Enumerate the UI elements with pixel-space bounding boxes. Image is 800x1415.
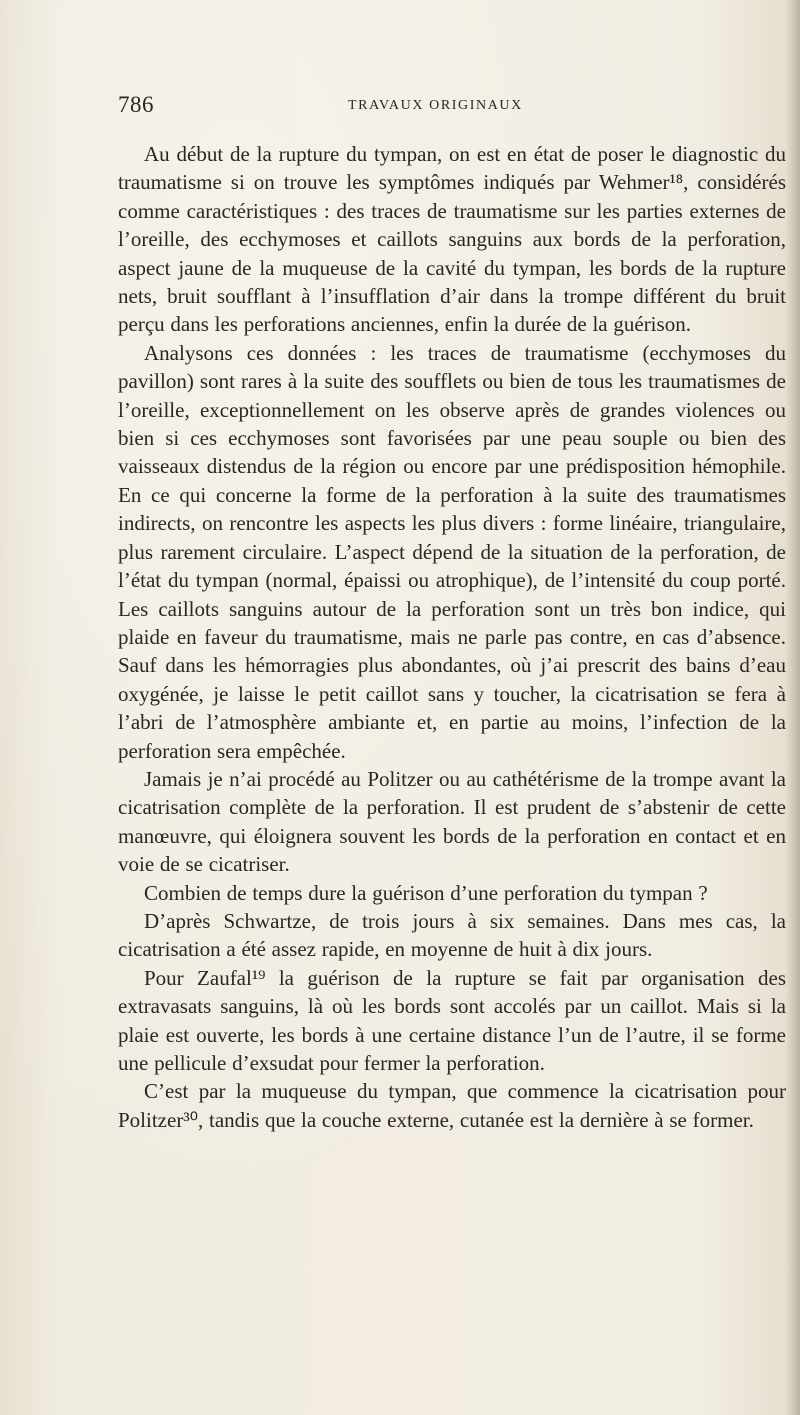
page-number: 786 xyxy=(118,92,154,117)
paragraph: Jamais je n’ai procédé au Politzer ou au cathétérisme de la trompe avant la cicatrisation complète de la perforation. Il est prudent de s’abstenir de cette manœuvre, qui éloignera souvent les bords de la perforation en contact et en voie de se cicatriser. xyxy=(118,766,786,877)
paragraph: D’après Schwartze, de trois jours à six semaines. Dans mes cas, la cicatrisation a été assez rapide, en moyenne de huit à dix jours. xyxy=(118,908,786,962)
paragraph: Combien de temps dure la guérison d’une perforation du tympan ? xyxy=(144,880,708,905)
paragraph: Au début de la rupture du tympan, on est en état de poser le diagnostic du traumatisme si on trouve les symptômes indiqués par Wehmer¹⁸, considérés comme caractéristiques : des traces de traumatisme sur les parties externes de l’oreille, des ecchymoses et caillots sanguins aux bords de la perforation, aspect jaune de la muqueuse de la cavité du tympan, les bords de la rupture nets, bruit soufflant à l’insufflation d’air dans la trompe différent du bruit perçu dans les perforations anciennes, enfin la durée de la guérison. xyxy=(118,142,786,337)
paragraph: C’est par la muqueuse du tympan, que commence la cicatrisation pour Politzer³⁰, tandis que la couche externe, cutanée est la dernière à se former. xyxy=(118,1079,786,1132)
running-head: TRAVAUX ORIGINAUX xyxy=(348,98,523,113)
page-header xyxy=(118,92,778,122)
page-edge-shadow xyxy=(786,0,800,1415)
paragraph: Analysons ces données : les traces de traumatisme (ecchymoses du pavillon) sont rares à la suite des soufflets ou bien de tous les traumatismes de l’oreille, exceptionnellement on les observe après de grandes violences ou bien si ces ecchymoses sont favorisées par une peau souple ou bien des vaisseaux distendus de la région ou encore par une prédisposition hémophile. En ce qui concerne la forme de la perforation à la suite des traumatismes indirects, on rencontre les aspects les plus divers : forme linéaire, triangulaire, plus rarement circulaire. L’aspect dépend de la situation de la perforation, de l’état du tympan (normal, épaissi ou atrophique), de l’intensité du coup porté. Les caillots sanguins autour de la perforation sont un très bon indice, qui plaide en faveur du traumatisme, mais ne parle pas contre, en cas d’absence. Sauf dans les hémorragies plus abondantes, où j’ai prescrit des bains d’eau oxygénée, je laisse le petit caillot sans y toucher, la cicatrisation se fera à l’abri de l’atmosphère ambiante et, en partie au moins, l’infection de la perforation sera empêchée. xyxy=(118,340,786,763)
body-text xyxy=(118,140,786,1134)
paragraph: Pour Zaufal¹⁹ la guérison de la rupture se fait par organisation des extravasats sanguins, là où les bords sont accolés par un caillot. Mais si la plaie est ouverte, les bords à une certaine distance l’un de l’autre, il se forme une pellicule d’exsudat pour fermer la perforation. xyxy=(118,965,786,1075)
